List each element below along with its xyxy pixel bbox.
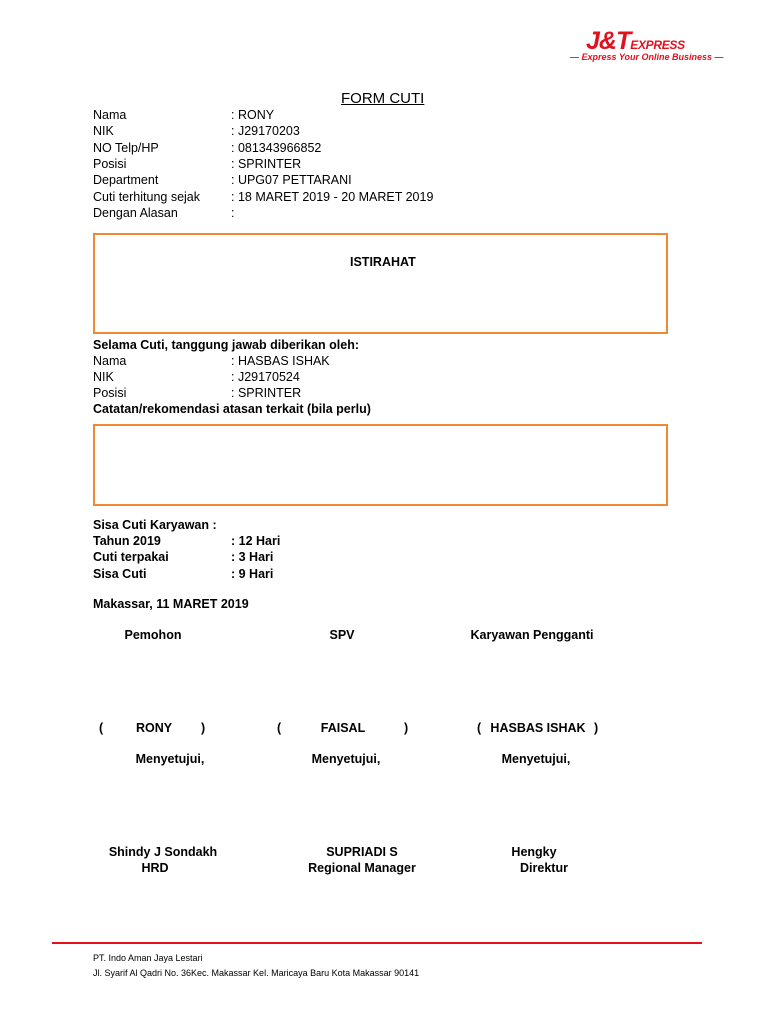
field-value: : 081343966852: [231, 140, 322, 155]
field-value: : 18 MARET 2019 - 20 MARET 2019: [231, 189, 434, 204]
logo-tagline: — Express Your Online Business —: [570, 52, 724, 62]
field-label: Cuti terhitung sejak: [93, 189, 201, 204]
paren-open: (: [277, 721, 282, 735]
field-label: Cuti terpakai: [93, 550, 169, 565]
signer-name: RONY: [135, 721, 173, 735]
logo-main: J&T: [586, 27, 631, 55]
place-date: Makassar, 11 MARET 2019: [93, 597, 249, 611]
reason-box: [93, 233, 668, 334]
approver-title-hrd: HRD: [141, 861, 169, 875]
field-label: Sisa Cuti: [93, 566, 147, 581]
signer-name-spv: [277, 721, 412, 735]
approver-title-direktur: Direktur: [520, 861, 568, 875]
field-value: : 12 Hari: [231, 534, 281, 548]
field-value: : 9 Hari: [231, 566, 274, 581]
approver-name-rm: SUPRIADI S: [326, 845, 398, 859]
footer-company: PT. Indo Aman Jaya Lestari: [93, 953, 203, 963]
footer-address: Jl. Syarif Al Qadri No. 36Kec. Makassar Kel. Maricaya Baru Kota Makassar 90141: [93, 968, 420, 978]
signer-role-spv: SPV: [329, 628, 355, 642]
field-value: : RONY: [231, 108, 275, 122]
notes-box: [93, 424, 668, 506]
field-value: : SPRINTER: [231, 156, 302, 171]
paren-close: ): [201, 721, 206, 735]
paren-open: (: [477, 721, 482, 735]
field-label: NIK: [93, 370, 114, 384]
field-value: :: [231, 205, 235, 220]
field-label: Department: [93, 173, 159, 188]
field-label: Nama: [93, 354, 127, 368]
field-value: : SPRINTER: [231, 386, 302, 400]
logo-sub: EXPRESS: [630, 38, 685, 52]
signer-name: HASBAS ISHAK: [490, 721, 586, 735]
field-value: : UPG07 PETTARANI: [231, 173, 352, 188]
signer-role-pengganti: Karyawan Pengganti: [470, 628, 594, 642]
signer-role-pemohon: Pemohon: [124, 628, 182, 642]
approve-label-3: Menyetujui,: [501, 752, 571, 766]
leave-balance-heading: Sisa Cuti Karyawan :: [93, 518, 217, 532]
field-label: Nama: [93, 108, 127, 122]
field-label: Posisi: [93, 386, 127, 400]
field-value: : J29170203: [231, 124, 300, 139]
approve-label-2: Menyetujui,: [311, 752, 381, 766]
notes-heading: Catatan/rekomendasi atasan terkait (bila perlu): [93, 402, 371, 416]
field-label: Posisi: [93, 156, 127, 171]
approver-name-direktur: Hengky: [511, 845, 557, 859]
replacement-heading: Selama Cuti, tanggung jawab diberikan oleh:: [93, 338, 360, 352]
signer-name: FAISAL: [320, 721, 366, 735]
field-value: : 3 Hari: [231, 550, 274, 565]
paren-close: ): [594, 721, 599, 735]
reason-text: ISTIRAHAT: [350, 255, 416, 269]
field-label: Dengan Alasan: [93, 205, 178, 220]
field-value: : J29170524: [231, 370, 300, 384]
approver-title-rm: Regional Manager: [308, 861, 416, 875]
footer-divider: [52, 942, 702, 944]
approve-label-1: Menyetujui,: [135, 752, 205, 766]
signer-name-pemohon: [99, 721, 209, 735]
paren-close: ): [404, 721, 409, 735]
signer-name-pengganti: [477, 721, 602, 735]
field-label: NO Telp/HP: [93, 140, 159, 155]
field-label: NIK: [93, 124, 114, 139]
paren-open: (: [99, 721, 104, 735]
approver-name-hrd: Shindy J Sondakh: [108, 845, 218, 859]
field-value: : HASBAS ISHAK: [231, 354, 330, 368]
page-title: FORM CUTI: [341, 90, 425, 107]
field-label: Tahun 2019: [93, 534, 161, 548]
